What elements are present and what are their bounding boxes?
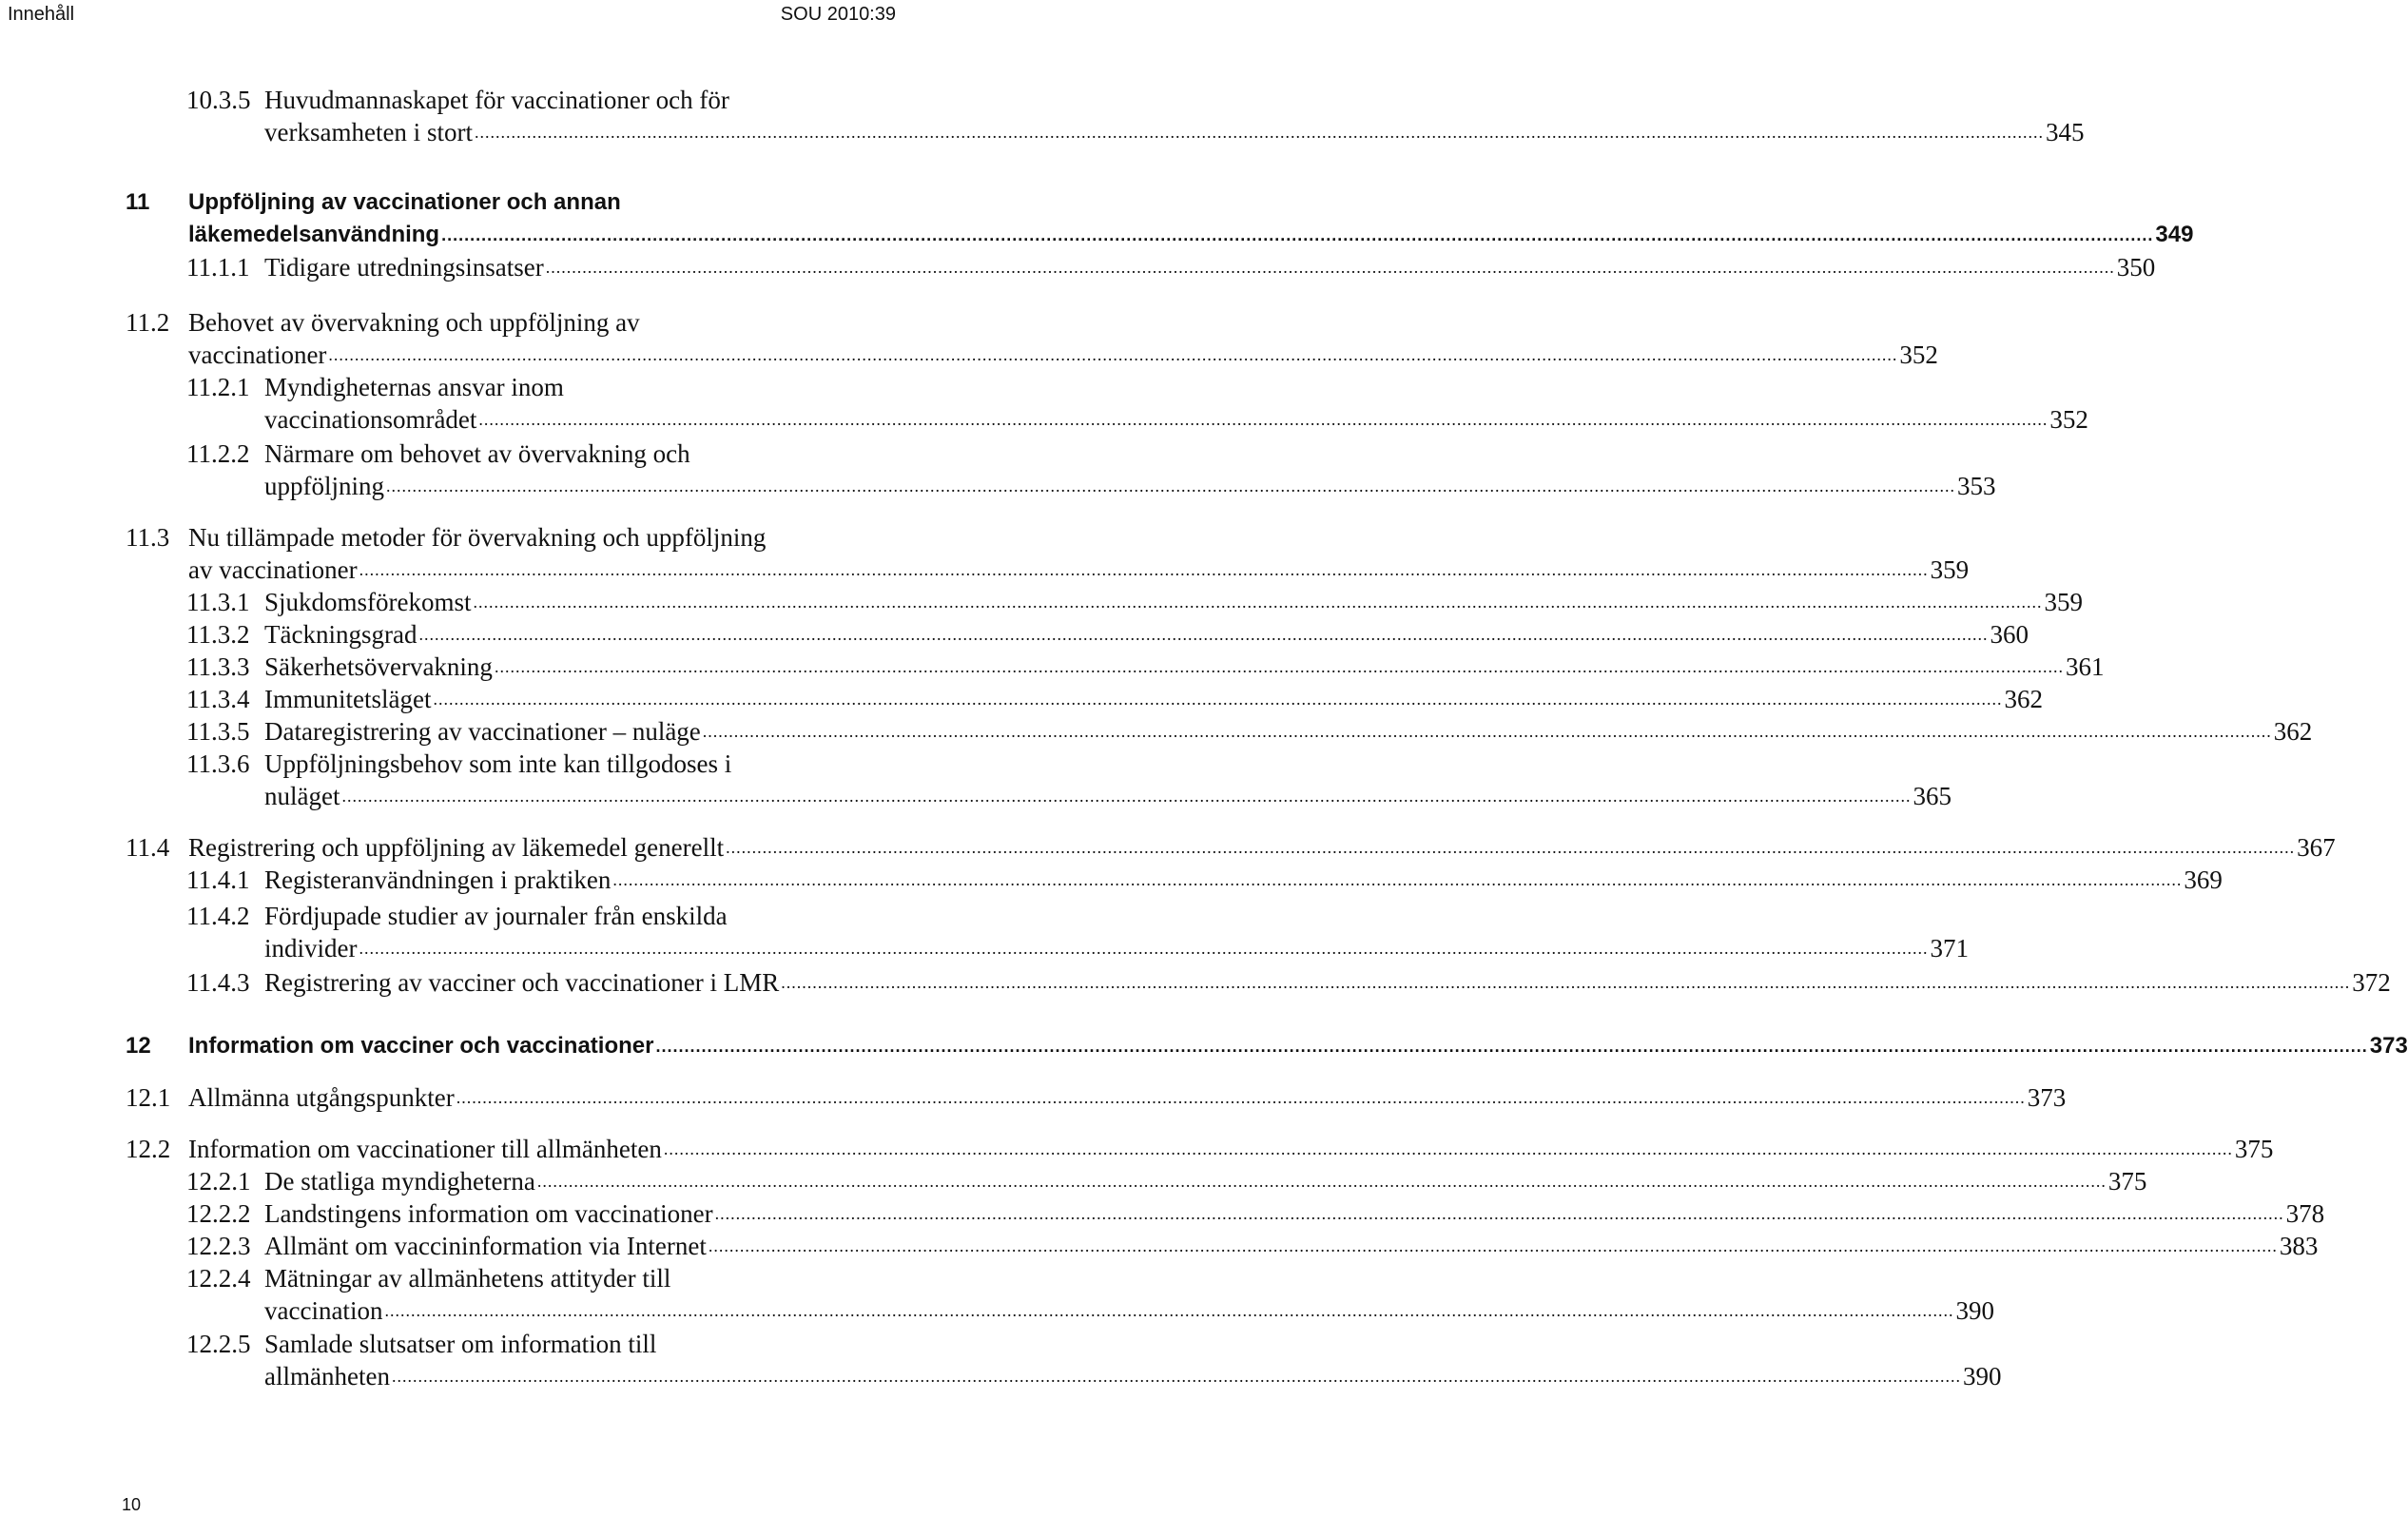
toc-entry-page: 362 [2004,685,2043,713]
dot-leader: ............................................................................................................................................................................................................................................................................................................ [386,476,1955,496]
toc-entry-number: 11.3 [126,523,170,552]
toc-entry-title: Täckningsgrad [264,620,418,649]
toc-entry-number: 11.2.2 [186,439,250,468]
toc-entry-title: Fördjupade studier av journaler från enskilda [264,902,728,930]
toc-entry-title: Nu tillämpade metoder för övervakning och uppföljning [188,523,767,552]
dot-leader: ............................................................................................................................................................................................................................................................................................................ [473,593,2043,612]
toc-entry-number: 11.4.3 [186,968,250,997]
dot-leader: ............................................................................................................................................................................................................................................................................................................ [726,838,2296,857]
toc-entry-title: Huvudmannaskapet för vaccinationer och för [264,86,729,114]
toc-entry-title: Uppföljningsbehov som inte kan tillgodoses i [264,749,732,778]
running-header-section: Innehåll [8,4,75,25]
dot-leader: ............................................................................................................................................................................................................................................................................................................ [714,1204,2284,1223]
toc-entry-title: vaccinationer [188,340,327,369]
toc-entry-title: Information om vaccinationer till allmänheten [188,1135,662,1163]
toc-entry-title: Sjukdomsförekomst [264,588,472,616]
toc-entry-title: läkemedelsanvändning [188,222,440,247]
toc-entry-title: Information om vacciner och vaccinationer [188,1033,654,1059]
toc-entry-page: 372 [2352,968,2391,997]
dot-leader: ............................................................................................................................................................................................................................................................................................................ [663,1139,2233,1158]
toc-entry-page: 375 [2234,1135,2274,1163]
toc-entry-page: 378 [2285,1199,2325,1228]
dot-leader: ............................................................................................................................................................................................................................................................................................................ [478,410,2049,429]
toc-entry-title: Registrering och uppföljning av läkemedel generellt [188,833,725,862]
toc-entry-title: Myndigheternas ansvar inom [264,373,564,401]
toc-entry-number: 11.4.2 [186,902,250,930]
toc-entry-page: 373 [2027,1083,2067,1112]
toc-entry-number: 11.3.4 [186,685,250,713]
toc-entry-number: 12.2.5 [186,1330,251,1358]
toc-entry-number: 12 [126,1033,151,1059]
toc-entry-number: 11 [126,189,150,215]
toc-entry-title: individer [264,934,358,963]
toc-entry-title: Tidigare utredningsinsatser [264,253,544,282]
dot-leader: ............................................................................................................................................................................................................................................................................................................ [441,225,2154,244]
toc-entry-page: 359 [2044,588,2084,616]
toc-entry-number: 12.2.1 [186,1167,251,1196]
toc-entry-page: 352 [2049,405,2088,434]
toc-entry-number: 11.3.2 [186,620,250,649]
toc-entry-title: Registrering av vacciner och vaccinationer i LMR [264,968,780,997]
dot-leader: ............................................................................................................................................................................................................................................................................................................ [702,722,2272,741]
toc-entry-page: 365 [1913,782,1952,810]
toc-entry-number: 12.1 [126,1083,171,1112]
toc-entry-title: verksamheten i stort [264,118,473,146]
toc-entry-page: 373 [2369,1033,2408,1059]
toc-entry-page: 359 [1930,555,1970,584]
toc-entry-page: 349 [2155,222,2194,247]
toc-entry-title: uppföljning [264,472,384,500]
toc-entry-number: 11.4.1 [186,865,250,894]
dot-leader: ............................................................................................................................................................................................................................................................................................................ [474,123,2044,142]
toc-entry-page: 390 [1962,1362,2002,1391]
toc-entry-title: Behovet av övervakning och uppföljning av [188,308,640,337]
toc-entry-title: Registeranvändningen i praktiken [264,865,612,894]
toc-entry-title: av vaccinationer [188,555,358,584]
toc-entry-number: 11.3.6 [186,749,250,778]
toc-entry-page: 383 [2279,1232,2319,1260]
toc-entry-title: Immunitetsläget [264,685,432,713]
toc-entry-page: 375 [2107,1167,2147,1196]
page-number: 10 [122,1495,142,1514]
dot-leader: ............................................................................................................................................................................................................................................................................................................ [391,1367,1961,1386]
toc-entry-title: Uppföljning av vaccinationer och annan [188,189,621,215]
dot-leader: ............................................................................................................................................................................................................................................................................................................ [341,787,1912,806]
toc-entry-page: 369 [2184,865,2223,894]
toc-entry-number: 11.3.1 [186,588,250,616]
toc-entry-page: 350 [2116,253,2156,282]
toc-entry-page: 390 [1955,1296,1994,1325]
toc-entry-title: Samlade slutsatser om information till [264,1330,657,1358]
toc-entry-title: Närmare om behovet av övervakning och [264,439,690,468]
dot-leader: ............................................................................................................................................................................................................................................................................................................ [545,258,2115,277]
toc-entry-title: nuläget [264,782,340,810]
dot-leader: ............................................................................................................................................................................................................................................................................................................ [359,939,1929,958]
dot-leader: ............................................................................................................................................................................................................................................................................................................ [494,657,2064,676]
toc-entry-title: allmänheten [264,1362,390,1391]
toc-entry-number: 12.2.2 [186,1199,251,1228]
toc-entry-number: 12.2.3 [186,1232,251,1260]
dot-leader: ............................................................................................................................................................................................................................................................................................................ [781,973,2351,992]
toc-entry-title: vaccination [264,1296,383,1325]
toc-entry-number: 11.3.5 [186,717,250,746]
toc-entry-title: Säkerhetsövervakning [264,652,493,681]
toc-entry-page: 367 [2297,833,2336,862]
dot-leader: ............................................................................................................................................................................................................................................................................................................ [418,625,1989,644]
dot-leader: ............................................................................................................................................................................................................................................................................................................ [384,1301,1954,1320]
dot-leader: ............................................................................................................................................................................................................................................................................................................ [536,1172,2107,1191]
toc-entry-number: 10.3.5 [186,86,251,114]
toc-entry-page: 361 [2065,652,2105,681]
dot-leader: ............................................................................................................................................................................................................................................................................................................ [655,1037,2368,1056]
toc-entry-title: Landstingens information om vaccinationer [264,1199,713,1228]
running-header-report-id: SOU 2010:39 [780,4,896,25]
toc-entry-title: Mätningar av allmänhetens attityder till [264,1264,671,1293]
toc-entry-page: 352 [1899,340,1938,369]
toc-entry-number: 11.3.3 [186,652,250,681]
toc-entry-number: 11.4 [126,833,170,862]
dot-leader: ............................................................................................................................................................................................................................................................................................................ [456,1088,2026,1107]
dot-leader: ............................................................................................................................................................................................................................................................................................................ [708,1236,2278,1255]
dot-leader: ............................................................................................................................................................................................................................................................................................................ [359,560,1929,579]
toc-entry-title: vaccinationsområdet [264,405,477,434]
toc-entry-number: 11.2 [126,308,170,337]
toc-entry-page: 371 [1930,934,1969,963]
toc-entry-title: Dataregistrering av vaccinationer – nuläge [264,717,701,746]
toc-entry-page: 345 [2045,118,2085,146]
toc-entry-title: Allmänt om vaccininformation via Internet [264,1232,707,1260]
toc-entry-number: 12.2 [126,1135,171,1163]
toc-entry-number: 11.2.1 [186,373,250,401]
toc-entry-page: 362 [2273,717,2313,746]
toc-entry-page: 353 [1957,472,1996,500]
toc-entry-title: Allmänna utgångspunkter [188,1083,455,1112]
dot-leader: ............................................................................................................................................................................................................................................................................................................ [433,690,2003,709]
dot-leader: ............................................................................................................................................................................................................................................................................................................ [612,870,2183,889]
toc-entry-title: De statliga myndigheterna [264,1167,535,1196]
toc-entry-page: 360 [1990,620,2029,649]
dot-leader: ............................................................................................................................................................................................................................................................................................................ [328,345,1898,364]
toc-entry-number: 11.1.1 [186,253,250,282]
toc-entry-number: 12.2.4 [186,1264,251,1293]
